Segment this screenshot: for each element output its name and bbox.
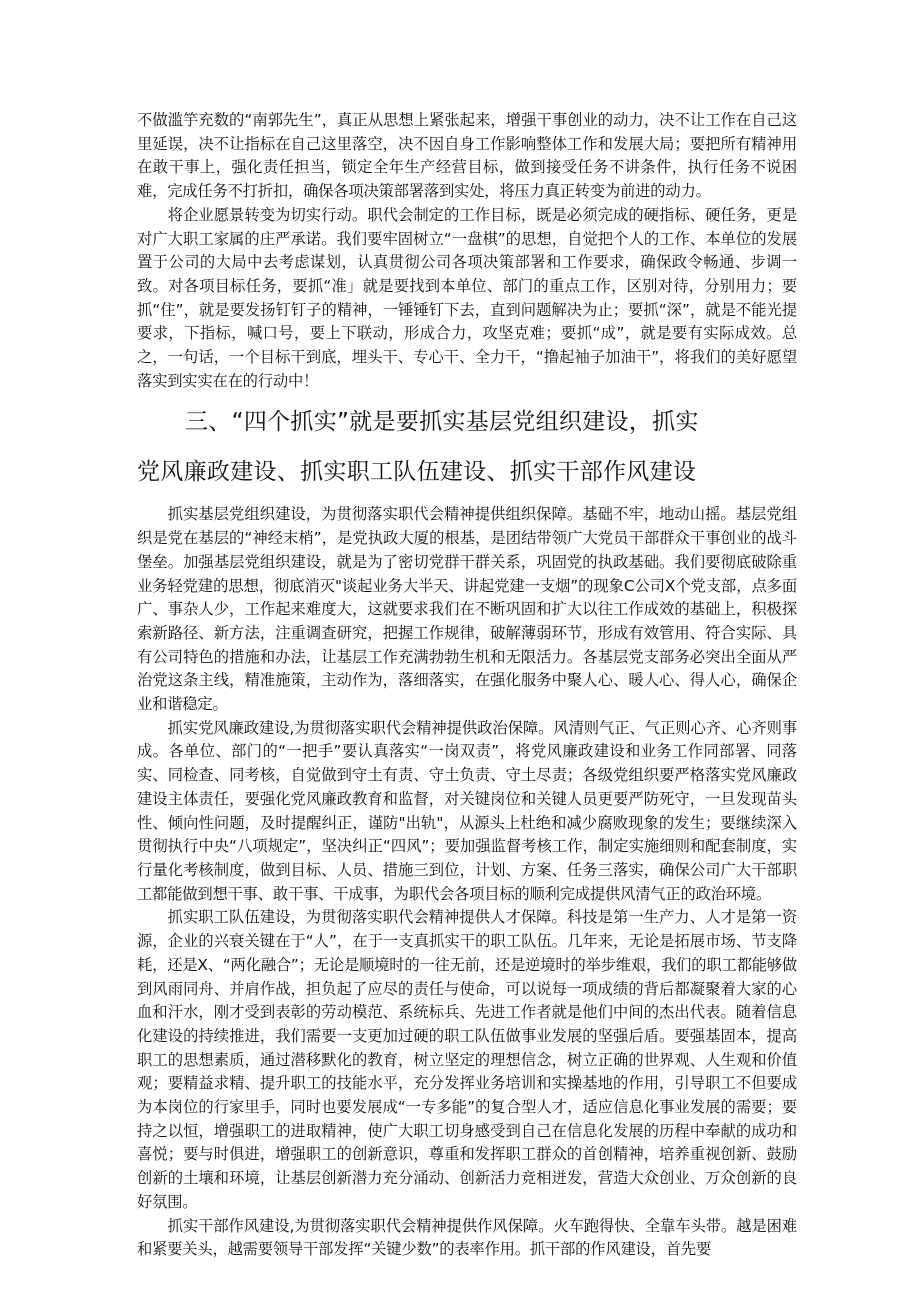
- paragraph-party-organization: 抓实基层党组织建设，为贯彻落实职代会精神提供组织保障。基础不牢，地动山摇。基层党组织是党在基层的“神经末梢”，是党执政大厦的根基，是团结带领广大党员干部群众干事创业的战斗堡垒。加强基层党组织建设，就是为了密切党群干群关系，巩固党的执政基础。我们要彻底破除重业务轻党建的思想，彻底消灭"谈起业务大半天、讲起党建一支烟”的现象C公司X个党支部，点多面广、事杂人少，工作起来难度大，这就要求我们在不断巩固和扩大以往工作成效的基础上，积极探索新路径、新方法，注重调查研究，把握工作规律，破解薄弱环节，形成有效管用、符合实际、具有公司特色的措施和办法，让基层工作充满勃勃生机和无限活力。各基层党支部务必突出全面从严治党这条主线，精准施策，主动作为，落细落实，在强化服务中聚人心、暖人心、得人心，确保企业和谐稳定。: [137, 505, 797, 714]
- section-heading-line-2: 党风廉政建设、抓实职工队伍建设、抓实干部作风建设: [137, 459, 697, 486]
- section-heading-line-1: 三、“四个抓实”就是要抓实基层党组织建设，抓实: [185, 409, 699, 436]
- document-page: [137, 109, 797, 1262]
- paragraph-enterprise-vision: 将企业愿景转变为切实行动。职代会制定的工作目标，既是必须完成的硬指标、硬任务，更是对广大职工家属的庄严承诺。我们要牢固树立“一盘棋”的思想，自觉把个人的工作、本单位的发展置于公司的大局中去考虑谋划，认真贯彻公司各项决策部署和工作要求，确保政令畅通、步调一致。对各项目标任务，要抓“准」就是要找到本单位、部门的重点工作，区别对待，分别用力；要抓“住”，就是要发扬钉钉子的精神，一锤锤钉下去，直到问题解决为止；要抓“深”，就是不能光提要求，下指标，喊口号，要上下联动，形成合力，攻坚克难；要抓“成”，就是要有实际成效。总之，一句话，一个目标干到底，埋头干、专心干、全力干，“撸起袖子加油干”，将我们的美好愿望落实到实实在在的行动中！: [137, 205, 797, 390]
- paragraph-integrity-building: 抓实党风廉政建设,为贯彻落实职代会精神提供政治保障。风清则气正、气正则心齐、心齐则事成。各单位、部门的“一把手”要认真落实“一岗双责”，将党风廉政建设和业务工作同部署、同落实、同检查、同考核，自觉做到守土有责、守土负责、守土尽责；各级党组织要严格落实党风廉政建设主体责任，要强化党风廉政教育和监督，对关键岗位和关键人员更要严防死守，一旦发现苗头性、倾向性问题，及时提醒纠正，谨防"出轨"，从源头上杜绝和减少腐败现象的发生；要继续深入贯彻执行中央“八项规定”，坚决纠正“四风”；要加强监督考核工作，制定实施细则和配套制度，实行量化考核制度，做到目标、人员、措施三到位，计划、方案、任务三落实，确保公司广大干部职工都能做到想干事、敢干事、干成事，为职代会各项目标的顺利完成提供风清气正的政治环境。: [137, 718, 797, 903]
- paragraph-workforce-building: 抓实职工队伍建设，为贯彻落实职代会精神提供人才保障。科技是第一生产力、人才是第一资源，企业的兴衰关键在于“人”，在于一支真抓实干的职工队伍。几年来，无论是拓展市场、节支降耗，还是X、“两化融合”；无论是顺境时的一往无前，还是逆境时的举步维艰，我们的职工都能够做到风雨同舟、并肩作战，担负起了应尽的责任与使命，可以说每一项成绩的背后都凝聚着大家的心血和汗水，刚才受到表彰的劳动模范、系统标兵、先进工作者就是他们中间的杰出代表。随着信息化建设的持续推进，我们需要一支更加过硬的职工队伍做事业发展的坚强后盾。要强基固本，提高职工的思想素质，通过潜移默化的教育，树立坚定的理想信念，树立正确的世界观、人生观和价值观；要精益求精、提升职工的技能水平，充分发挥业务培训和实操基地的作用，引导职工不但要成为本岗位的行家里手，同时也要发展成“一专多能”的复合型人才，适应信息化事业发展的需要；要持之以恒，增强职工的进取精神，使广大职工切身感受到自己在信息化发展的历程中奉献的成功和喜悦；要与时俱进，增强职工的创新意识，尊重和发挥职工群众的首创精神，培养重视创新、鼓励创新的土壤和环境，让基层创新潜力充分涌动、创新活力竞相迸发，营造大众创业、万众创新的良好氛围。: [137, 908, 797, 1211]
- paragraph-cadre-style: 抓实干部作风建设,为贯彻落实职代会精神提供作风保障。火车跑得快、全靠车头带。越是困难和紧要关头，越需要领导干部发挥“关键少数”的表率作用。抓干部的作风建设，首先要: [137, 1216, 797, 1259]
- paragraph-continuation: 不做滥竽充数的“南郭先生”，真正从思想上紧张起来，增强干事创业的动力，决不让工作在自己这里延误，决不让指标在自己这里落空，决不因自身工作影响整体工作和发展大局；要把所有精神用在敢干事上，强化责任担当，锁定全年生产经营目标，做到接受任务不讲条件，执行任务不说困难，完成任务不打折扣，确保各项决策部署落到实处，将压力真正转变为前进的动力。: [137, 111, 797, 201]
